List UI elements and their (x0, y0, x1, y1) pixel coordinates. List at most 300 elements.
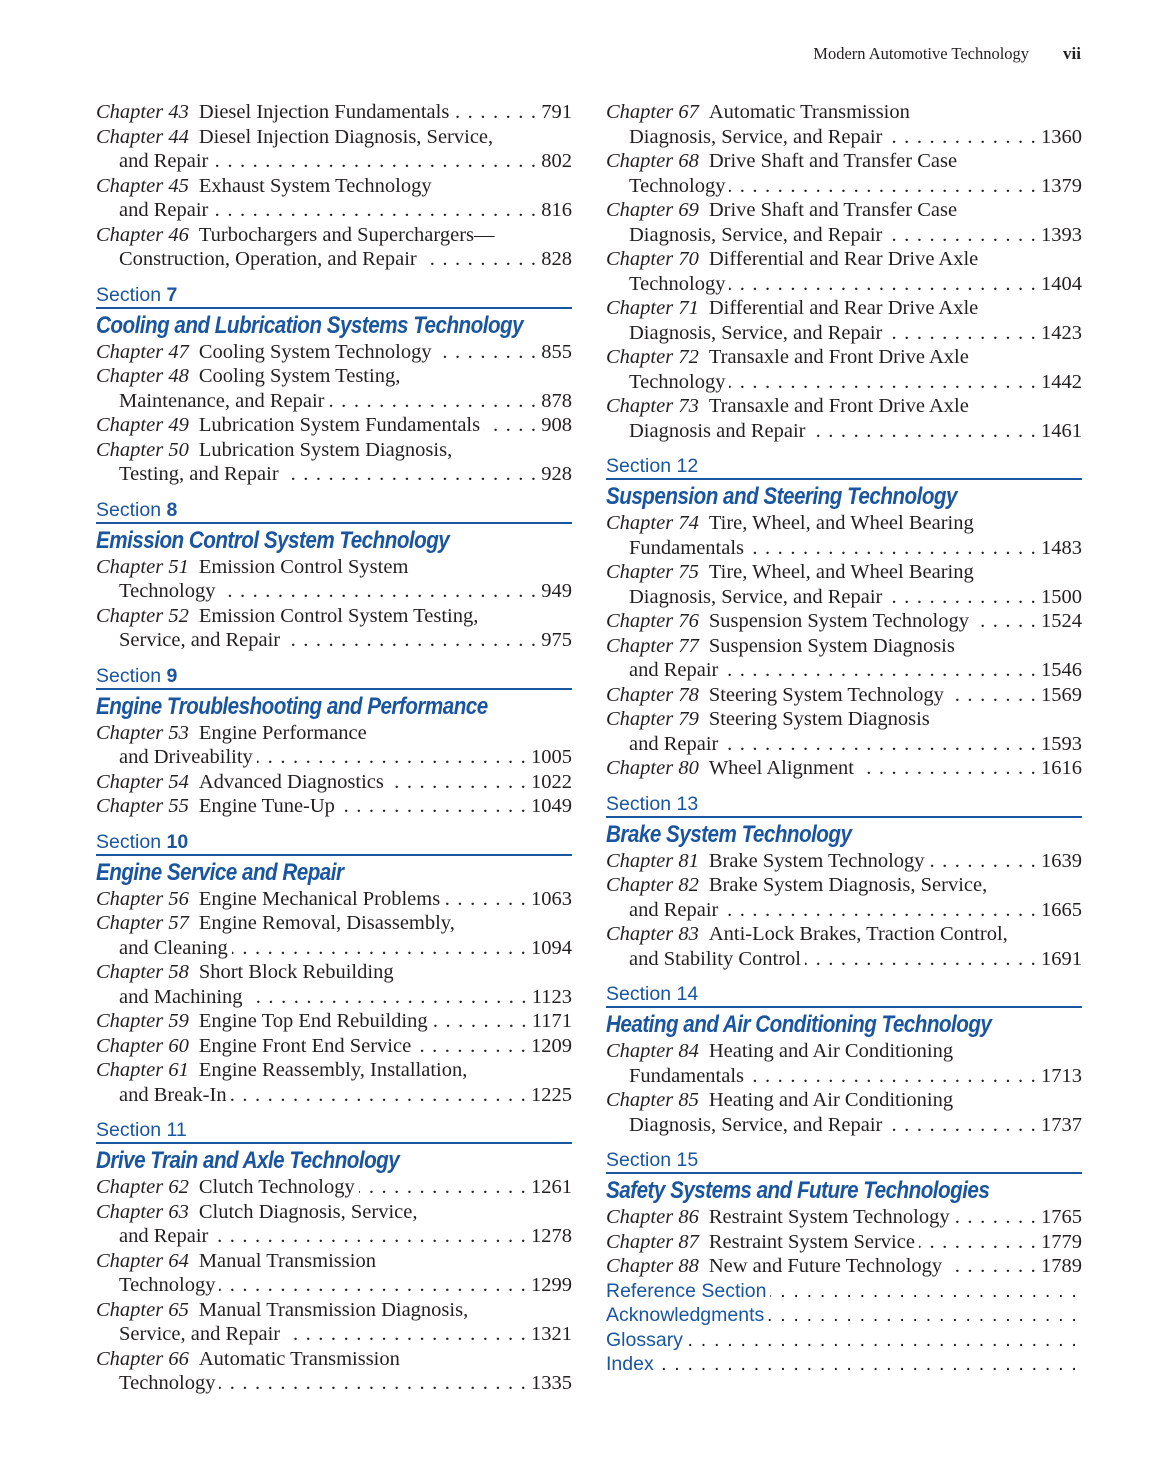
page-ref: 1500 (1041, 585, 1082, 608)
toc-chapter-entry[interactable] (606, 756, 1082, 781)
chapter-title: New and Future Technology (708, 1255, 943, 1277)
chapter-title: Steering System Diagnosis (708, 708, 930, 730)
section-title[interactable] (606, 1174, 1082, 1205)
section-number: 11 (166, 1119, 187, 1141)
chapter-number: Chapter 83 (606, 923, 699, 945)
page-ref: 1321 (531, 1323, 572, 1345)
entry-line (606, 585, 1082, 610)
dot-leader (212, 198, 537, 223)
entry-line (96, 438, 572, 463)
section-title[interactable] (96, 690, 572, 721)
chapter-number: Chapter 69 (606, 199, 699, 221)
chapter-title: Engine Performance (198, 721, 367, 744)
entry-line (606, 1039, 1082, 1064)
chapter-number: Chapter 44 (96, 125, 189, 148)
book-title: Modern Automotive Technology (813, 44, 1030, 63)
section-title[interactable] (606, 480, 1082, 511)
chapter-number: Chapter 55 (96, 795, 189, 817)
dot-leader (973, 609, 1037, 634)
toc-reference-entry[interactable] (606, 1279, 1082, 1304)
chapter-title: Wheel Alignment (708, 757, 854, 779)
entry-line (96, 1273, 572, 1298)
section-title-text: Drive Train and Axle Technology (96, 1147, 400, 1174)
toc-chapter-entry[interactable] (606, 394, 1082, 443)
chapter-title: Cooling System Testing, (198, 365, 401, 387)
chapter-title: Differential and Rear Drive Axle (708, 297, 979, 319)
toc-chapter-entry[interactable] (96, 364, 572, 413)
entry-line (96, 960, 572, 985)
toc-reference-entry[interactable] (606, 1352, 1082, 1377)
entry-line (606, 174, 1082, 199)
chapter-title: Lubrication System Diagnosis, (198, 438, 453, 461)
toc-chapter-entry[interactable] (96, 1347, 572, 1396)
page-ref: 1569 (1041, 683, 1082, 706)
toc-chapter-entry[interactable] (606, 922, 1082, 971)
section-label (96, 664, 572, 690)
chapter-number: Chapter 58 (96, 961, 189, 983)
dot-leader (805, 947, 1037, 972)
toc-chapter-entry[interactable] (96, 223, 572, 272)
entry-line (96, 1058, 572, 1083)
toc-chapter-entry[interactable] (606, 1254, 1082, 1279)
chapter-number: Chapter 51 (96, 555, 189, 578)
toc-chapter-entry[interactable] (606, 707, 1082, 756)
reference-title: Glossary (606, 1328, 683, 1351)
page-ref: 791 (541, 101, 572, 123)
entry-line (96, 1249, 572, 1274)
toc-chapter-entry[interactable] (96, 1058, 572, 1107)
toc-chapter-entry[interactable] (606, 247, 1082, 296)
toc-chapter-entry[interactable] (96, 555, 572, 604)
entry-line (96, 340, 572, 365)
entry-line (606, 873, 1082, 898)
page-ref: 1261 (531, 1176, 572, 1198)
entry-line (96, 100, 572, 125)
chapter-number: Chapter 47 (96, 340, 189, 363)
entry-line (606, 1205, 1082, 1230)
chapter-title: and Repair (119, 199, 209, 221)
entry-line (96, 555, 572, 580)
page-ref: 1779 (1041, 1230, 1082, 1253)
chapter-title: Technology (629, 370, 726, 393)
section-label (96, 283, 572, 309)
chapter-title: Cooling System Technology (198, 340, 432, 363)
page-ref: 1063 (531, 887, 572, 910)
chapter-title: Emission Control System Testing, (198, 604, 479, 627)
section-number: 9 (166, 664, 178, 687)
entry-line (96, 247, 572, 272)
chapter-number: Chapter 66 (96, 1347, 189, 1370)
chapter-title: Manual Transmission (198, 1249, 376, 1272)
chapter-title: Tire, Wheel, and Wheel Bearing (708, 561, 974, 583)
chapter-title: Lubrication System Fundamentals (198, 414, 481, 436)
toc-chapter-entry[interactable] (96, 1249, 572, 1298)
section-label (606, 792, 1082, 818)
toc-chapter-entry[interactable] (606, 345, 1082, 394)
chapter-title: Transaxle and Front Drive Axle (708, 395, 969, 417)
dot-leader (722, 658, 1037, 683)
dot-leader (257, 745, 527, 770)
dot-leader (212, 1224, 527, 1249)
section-number: 8 (166, 498, 178, 521)
chapter-number: Chapter 75 (606, 561, 699, 583)
section-title-text: Safety Systems and Future Technologies (606, 1177, 990, 1204)
page-ref: 1379 (1041, 174, 1082, 197)
section-title[interactable] (606, 1008, 1082, 1039)
section-word: Section (96, 498, 162, 521)
entry-line (606, 198, 1082, 223)
page-ref: 1171 (531, 1010, 572, 1032)
chapter-title: Diesel Injection Fundamentals (198, 101, 450, 123)
toc-chapter-entry[interactable] (606, 1230, 1082, 1255)
toc-chapter-entry[interactable] (96, 911, 572, 960)
dot-leader (339, 794, 527, 819)
chapter-title: Drive Shaft and Transfer Case (708, 199, 958, 221)
entry-line (606, 658, 1082, 683)
page-ref: 1393 (1041, 223, 1082, 246)
chapter-title: Restraint System Technology (708, 1206, 950, 1228)
entry-line (606, 1064, 1082, 1089)
toc-chapter-entry[interactable] (96, 794, 572, 819)
section-label (606, 454, 1082, 480)
section-title[interactable] (96, 524, 572, 555)
toc-chapter-entry[interactable] (96, 960, 572, 1009)
chapter-title: Heating and Air Conditioning (708, 1040, 954, 1062)
entry-line (96, 1083, 572, 1108)
entry-line (606, 419, 1082, 444)
page-ref: 1616 (1041, 757, 1082, 779)
dot-leader (722, 732, 1037, 757)
entry-line (606, 125, 1082, 150)
toc-chapter-entry[interactable] (606, 634, 1082, 683)
toc-chapter-entry[interactable] (606, 873, 1082, 922)
page-ref: 949 (541, 580, 572, 602)
toc-chapter-entry[interactable] (606, 198, 1082, 247)
entry-line (96, 887, 572, 912)
dot-leader (219, 1273, 527, 1298)
chapter-number: Chapter 52 (96, 604, 189, 627)
chapter-number: Chapter 88 (606, 1255, 699, 1277)
chapter-title: and Stability Control (629, 947, 801, 970)
chapter-number: Chapter 71 (606, 297, 699, 319)
chapter-number: Chapter 59 (96, 1010, 189, 1032)
chapter-title: Diagnosis, Service, and Repair (629, 321, 883, 344)
dot-leader (284, 628, 537, 653)
dot-leader (954, 1205, 1037, 1230)
toc-chapter-entry[interactable] (96, 174, 572, 223)
toc-reference-entry[interactable] (606, 1328, 1082, 1353)
entry-line (96, 1009, 572, 1034)
page-ref: 1299 (531, 1274, 572, 1296)
page-ref: 1442 (1041, 370, 1082, 393)
chapter-title: Turbochargers and Superchargers— (198, 223, 495, 246)
dot-leader (886, 585, 1037, 610)
toc-chapter-entry[interactable] (606, 1039, 1082, 1088)
chapter-number: Chapter 72 (606, 346, 699, 368)
entry-line (606, 536, 1082, 561)
chapter-title: Technology (119, 1274, 216, 1296)
section-title-text: Emission Control System Technology (96, 526, 450, 554)
chapter-number: Chapter 67 (606, 101, 699, 123)
entry-line (606, 560, 1082, 585)
toc-chapter-entry[interactable] (606, 149, 1082, 198)
chapter-title: Engine Mechanical Problems (198, 887, 441, 910)
chapter-title: Diagnosis, Service, and Repair (629, 1113, 883, 1136)
page-ref: 908 (541, 414, 572, 436)
chapter-title: Fundamentals (629, 1064, 745, 1087)
dot-leader (748, 1064, 1037, 1089)
dot-leader (484, 413, 537, 438)
chapter-title: Drive Shaft and Transfer Case (708, 150, 958, 172)
chapter-number: Chapter 76 (606, 610, 699, 632)
chapter-number: Chapter 48 (96, 365, 189, 387)
dot-leader (283, 462, 538, 487)
page-ref: 1461 (1041, 419, 1082, 442)
chapter-number: Chapter 60 (96, 1034, 189, 1057)
chapter-title: Engine Tune-Up (198, 795, 335, 817)
entry-line (96, 770, 572, 795)
dot-leader (359, 1175, 527, 1200)
chapter-title: Suspension System Diagnosis (708, 634, 955, 657)
page-ref: 1639 (1041, 849, 1082, 872)
chapter-title: Testing, and Repair (119, 463, 279, 485)
section-title[interactable] (606, 818, 1082, 849)
section-word: Section (96, 664, 162, 687)
chapter-number: Chapter 74 (606, 512, 699, 534)
chapter-title: Engine Removal, Disassembly, (198, 912, 455, 934)
chapter-title: Diagnosis, Service, and Repair (629, 223, 883, 246)
entry-line (96, 936, 572, 961)
chapter-title: Manual Transmission Diagnosis, (198, 1298, 469, 1321)
section-label (96, 1118, 572, 1144)
toc-chapter-entry[interactable] (606, 100, 1082, 149)
entry-line (96, 1298, 572, 1323)
section-title[interactable] (96, 1144, 572, 1175)
entry-line (96, 389, 572, 414)
entry-line (96, 794, 572, 819)
chapter-number: Chapter 61 (96, 1059, 189, 1081)
section-word: Section (606, 983, 672, 1005)
dot-leader (453, 100, 537, 125)
section-number: 10 (166, 830, 189, 853)
page-ref: 828 (541, 248, 572, 270)
page-ref: 1524 (1041, 610, 1082, 632)
toc-chapter-entry[interactable] (96, 125, 572, 174)
chapter-title: Clutch Technology (198, 1176, 355, 1198)
chapter-number: Chapter 62 (96, 1176, 189, 1198)
chapter-number: Chapter 73 (606, 395, 699, 417)
section-title[interactable] (96, 856, 572, 887)
chapter-number: Chapter 81 (606, 849, 699, 872)
chapter-title: Suspension System Technology (708, 610, 969, 632)
section-word: Section (96, 1119, 162, 1141)
dot-leader (436, 340, 538, 365)
chapter-number: Chapter 64 (96, 1249, 189, 1272)
reference-title: Acknowledgments (606, 1304, 765, 1326)
chapter-title: Construction, Operation, and Repair (119, 248, 417, 270)
chapter-title: Engine Reassembly, Installation, (198, 1059, 468, 1081)
dot-leader (212, 149, 537, 174)
toc-chapter-entry[interactable] (96, 100, 572, 125)
toc-chapter-entry[interactable] (96, 1200, 572, 1249)
toc-chapter-entry[interactable] (96, 1034, 572, 1059)
page-ref: 1335 (531, 1372, 572, 1394)
toc-chapter-entry[interactable] (96, 340, 572, 365)
entry-line (96, 1347, 572, 1372)
chapter-title: Heating and Air Conditioning (708, 1089, 954, 1111)
chapter-title: and Repair (119, 1225, 209, 1247)
page-ref: 802 (541, 150, 572, 172)
toc-chapter-entry[interactable] (96, 770, 572, 795)
toc-chapter-entry[interactable] (606, 609, 1082, 634)
chapter-title: and Cleaning (119, 936, 228, 959)
section-number: 14 (676, 983, 699, 1005)
dot-leader (219, 1371, 527, 1396)
page-ref: 1546 (1041, 659, 1082, 681)
toc-reference-entry[interactable] (606, 1303, 1082, 1328)
chapter-title: and Repair (629, 659, 719, 681)
page-ref: 1094 (531, 936, 572, 959)
dot-leader (946, 1254, 1037, 1279)
section-title-text: Heating and Air Conditioning Technology (606, 1011, 992, 1038)
toc-chapter-entry[interactable] (606, 560, 1082, 609)
page-ref: 1737 (1041, 1113, 1082, 1136)
reference-title: Reference Section (606, 1279, 767, 1302)
entry-line (96, 1224, 572, 1249)
entry-line (606, 1113, 1082, 1138)
page-ref: 928 (541, 463, 572, 485)
entry-line (606, 296, 1082, 321)
dot-leader (328, 389, 537, 414)
entry-line (96, 149, 572, 174)
entry-line (96, 413, 572, 438)
chapter-number: Chapter 82 (606, 874, 699, 896)
page-ref: 816 (541, 199, 572, 221)
page-ref: 855 (541, 340, 572, 363)
page-ref: 1005 (531, 746, 572, 768)
chapter-title: Tire, Wheel, and Wheel Bearing (708, 512, 974, 534)
chapter-number: Chapter 57 (96, 912, 189, 934)
chapter-number: Chapter 43 (96, 101, 189, 123)
entry-line (606, 247, 1082, 272)
entry-line (606, 683, 1082, 708)
dot-leader (948, 683, 1037, 708)
page-ref: 1483 (1041, 536, 1082, 559)
chapter-title: Transaxle and Front Drive Axle (708, 346, 969, 368)
section-word: Section (606, 792, 672, 815)
dot-leader (284, 1322, 527, 1347)
dot-leader (658, 1352, 1078, 1377)
dot-leader (929, 849, 1037, 874)
section-word: Section (96, 830, 162, 853)
chapter-title: Service, and Repair (119, 629, 281, 651)
entry-line (96, 1200, 572, 1225)
chapter-title: Engine Front End Service (198, 1034, 412, 1057)
entry-line (606, 370, 1082, 395)
entry-line (96, 364, 572, 389)
chapter-title: Technology (119, 1372, 216, 1394)
entry-line (606, 707, 1082, 732)
entry-line (96, 579, 572, 604)
entry-line (96, 745, 572, 770)
chapter-title: Differential and Rear Drive Axle (708, 248, 979, 270)
toc-chapter-entry[interactable] (606, 1088, 1082, 1137)
page-ref: 1049 (531, 795, 572, 817)
toc-chapter-entry[interactable] (606, 296, 1082, 345)
toc-chapter-entry[interactable] (96, 1175, 572, 1200)
toc-chapter-entry[interactable] (96, 1009, 572, 1034)
entry-line (606, 149, 1082, 174)
dot-leader (415, 1034, 527, 1059)
section-label (96, 498, 572, 524)
section-word: Section (606, 455, 672, 477)
toc-chapter-entry[interactable] (606, 511, 1082, 560)
toc-chapter-entry[interactable] (606, 849, 1082, 874)
entry-line (606, 1254, 1082, 1279)
toc-chapter-entry[interactable] (96, 887, 572, 912)
toc-chapter-entry[interactable] (606, 1205, 1082, 1230)
section-label (606, 982, 1082, 1008)
entry-line (606, 223, 1082, 248)
dot-leader (768, 1303, 1078, 1328)
chapter-title: and Repair (119, 150, 209, 172)
chapter-title: Advanced Diagnostics (198, 770, 384, 793)
running-header (813, 44, 1081, 64)
chapter-title: Emission Control System (198, 555, 409, 578)
chapter-title: and Break-In (119, 1083, 227, 1106)
dot-leader (770, 1279, 1078, 1304)
section-title[interactable] (96, 309, 572, 340)
chapter-title: Brake System Diagnosis, Service, (708, 874, 988, 896)
chapter-title: Exhaust System Technology (198, 174, 432, 197)
entry-line (96, 985, 572, 1010)
entry-line (606, 345, 1082, 370)
toc-chapter-entry[interactable] (96, 438, 572, 487)
page-ref: 1404 (1041, 272, 1082, 295)
entry-line (96, 1371, 572, 1396)
section-word: Section (96, 283, 162, 306)
entry-line (96, 721, 572, 746)
chapter-title: Service, and Repair (119, 1323, 281, 1345)
toc-chapter-entry[interactable] (96, 413, 572, 438)
chapter-title: Diagnosis and Repair (629, 419, 806, 442)
entry-line (96, 223, 572, 248)
chapter-number: Chapter 49 (96, 414, 189, 436)
page-ref: 1360 (1041, 125, 1082, 148)
chapter-number: Chapter 78 (606, 683, 699, 706)
page-ref: 1789 (1041, 1255, 1082, 1277)
chapter-title: Technology (629, 272, 726, 295)
dot-leader (729, 272, 1037, 297)
chapter-number: Chapter 84 (606, 1040, 699, 1062)
dot-leader (886, 223, 1037, 248)
dot-leader (729, 370, 1037, 395)
toc-chapter-entry[interactable] (96, 1298, 572, 1347)
toc-chapter-entry[interactable] (96, 721, 572, 770)
chapter-number: Chapter 68 (606, 150, 699, 172)
toc-right-column (606, 100, 1082, 1377)
toc-chapter-entry[interactable] (96, 604, 572, 653)
chapter-title: and Repair (629, 898, 719, 921)
chapter-title: Short Block Rebuilding (198, 961, 394, 983)
chapter-title: Diesel Injection Diagnosis, Service, (198, 125, 494, 148)
page-ref: 1713 (1041, 1064, 1082, 1087)
toc-left-column (96, 100, 572, 1396)
dot-leader (729, 174, 1037, 199)
toc-chapter-entry[interactable] (606, 683, 1082, 708)
chapter-title: Maintenance, and Repair (119, 389, 325, 412)
chapter-title: Brake System Technology (708, 849, 925, 872)
